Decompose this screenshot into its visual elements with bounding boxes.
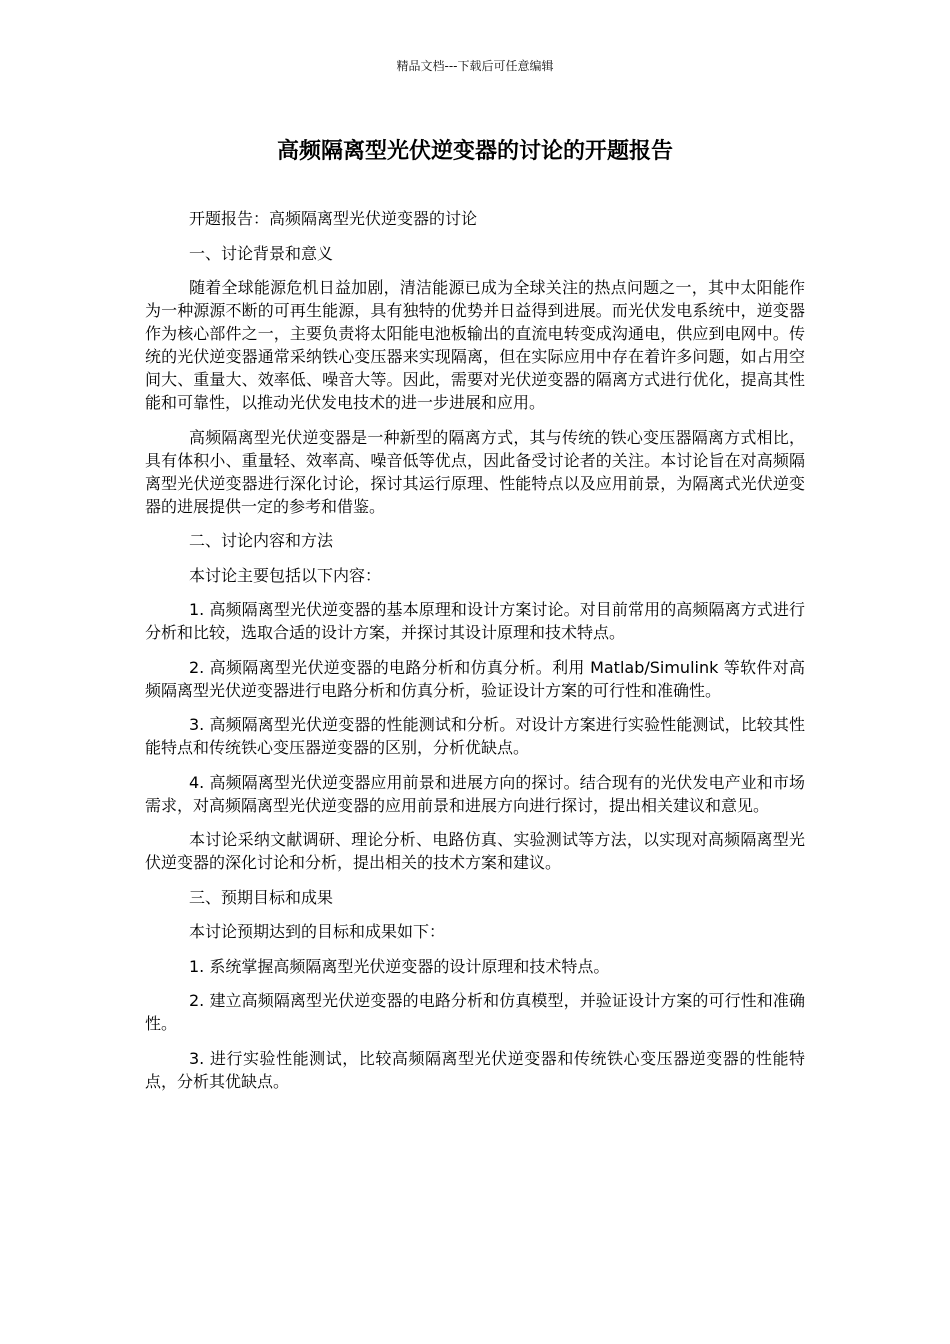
- document-title: 高频隔离型光伏逆变器的讨论的开题报告: [276, 139, 673, 164]
- list-item-content-4: 4. 高频隔离型光伏逆变器应用前景和进展方向的探讨。结合现有的光伏发电产业和市场需求，对高频隔离型光伏逆变器的应用前景和进展方向进行探讨，提出相关建议和意见。: [145, 772, 805, 815]
- section-heading-content: 二、讨论内容和方法: [189, 531, 334, 550]
- list-item-content-1: 1. 高频隔离型光伏逆变器的基本原理和设计方案讨论。对目前常用的高频隔离方式进行分析和比较，选取合适的设计方案，并探讨其设计原理和技术特点。: [145, 600, 805, 642]
- paragraph-goals-intro: 本讨论预期达到的目标和成果如下：: [189, 922, 446, 941]
- section-heading-goals: 三、预期目标和成果: [189, 887, 334, 907]
- header-note: 精品文档---下载后可任意编辑: [396, 59, 554, 73]
- list-item-goal-1: 1. 系统掌握高频隔离型光伏逆变器的设计原理和技术特点。: [189, 956, 610, 976]
- section-heading-background: 一、讨论背景和意义: [189, 243, 334, 263]
- paragraph-background-2: 高频隔离型光伏逆变器是一种新型的隔离方式，其与传统的铁心变压器隔离方式相比，具有体积小、重量轻、效率高、噪音低等优点，因此备受讨论者的关注。本讨论旨在对高频隔离型光伏逆变器进行深化讨论，探讨其运行原理、性能特点以及应用前景，为隔离式光伏逆变器的进展提供一定的参考和借鉴。: [145, 427, 805, 516]
- paragraph-methods: 本讨论采纳文献调研、理论分析、电路仿真、实验测试等方法，以实现对高频隔离型光伏逆变器的深化讨论和分析，提出相关的技术方案和建议。: [145, 830, 805, 872]
- document-body: [145, 207, 805, 1104]
- paragraph-content-intro: 本讨论主要包括以下内容：: [189, 565, 382, 585]
- list-item-content-2: 2. 高频隔离型光伏逆变器的电路分析和仿真分析。利用 Matlab/Simulink 等软件对高频隔离型光伏逆变器进行电路分析和仿真分析，验证设计方案的可行性和准确性。: [145, 657, 805, 700]
- paragraph-background-1: 随着全球能源危机日益加剧，清洁能源已成为全球关注的热点问题之一，其中太阳能作为一种源源不断的可再生能源，具有独特的优势并日益得到进展。而光伏发电系统中，逆变器作为核心部件之一，主要负责将太阳能电池板输出的直流电转变成沟通电，供应到电网中。传统的光伏逆变器通常采纳铁心变压器来实现隔离，但在实际应用中存在着许多问题，如占用空间大、重量大、效率低、噪音大等。因此，需要对光伏逆变器的隔离方式进行优化，提高其性能和可靠性，以推动光伏发电技术的进一步进展和应用。: [145, 278, 805, 412]
- list-item-goal-2: 2. 建立高频隔离型光伏逆变器的电路分析和仿真模型，并验证设计方案的可行性和准确性。: [145, 991, 805, 1033]
- list-item-goal-3: 3. 进行实验性能测试，比较高频隔离型光伏逆变器和传统铁心变压器逆变器的性能特点，分析其优缺点。: [145, 1048, 805, 1091]
- list-item-content-3: 3. 高频隔离型光伏逆变器的性能测试和分析。对设计方案进行实验性能测试，比较其性能特点和传统铁心变压器逆变器的区别，分析优缺点。: [145, 715, 805, 757]
- paragraph-report-title: 开题报告：高频隔离型光伏逆变器的讨论: [189, 209, 478, 228]
